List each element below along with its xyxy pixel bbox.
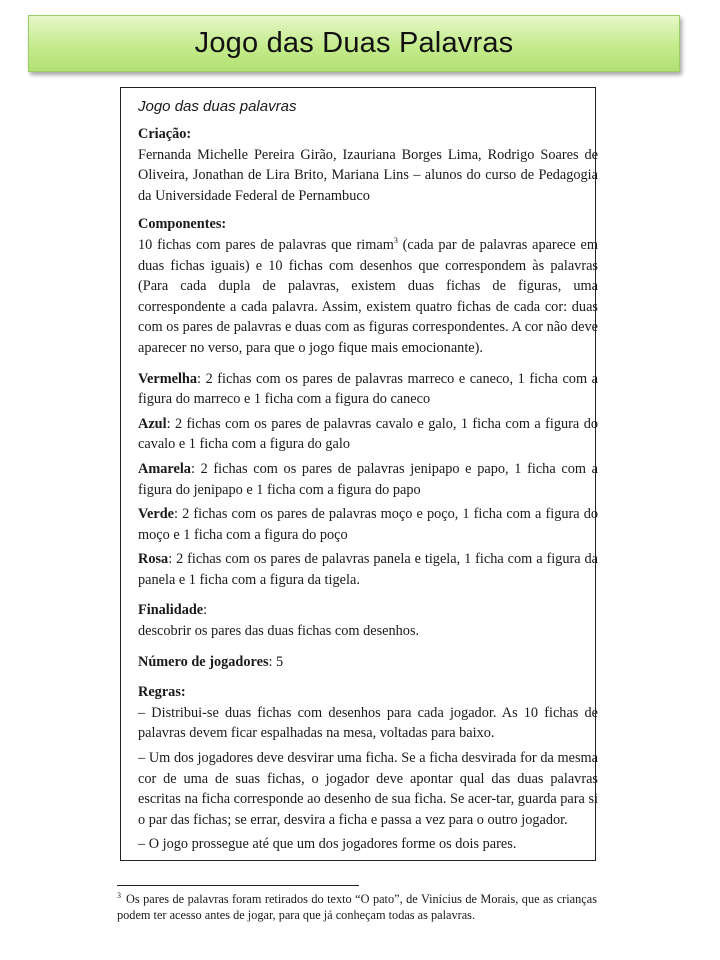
color-name: Verde <box>138 506 175 523</box>
footnote-ref: 3 <box>393 236 398 246</box>
purpose-colon: : <box>203 602 208 619</box>
color-desc: : 2 fichas com os pares de palavras moço e poço, 1 ficha com a figura do moço e 1 ficha com a figura do poço <box>138 506 598 543</box>
footnote-divider <box>117 885 359 886</box>
components-text-end: (cada par de palavras aparece em duas fichas iguais) e 10 fichas com desenhos que correspondem às palavras (Para cada dupla de palavras, existem duas fichas de figuras, uma correspondente a cada palavra. Assim, existem quatro fichas de cada cor: duas com os pares de palavras e duas com as figuras correspondentes. A cor não deve aparecer no verso, para que o jogo fique mais emocionante). <box>138 236 598 356</box>
banner-title: Jogo das Duas Palavras <box>194 27 514 59</box>
title-banner <box>28 15 680 72</box>
purpose-text: descobrir os pares das duas fichas com desenhos. <box>138 623 420 640</box>
rules-section <box>138 682 598 855</box>
color-desc: : 2 fichas com os pares de palavras panela e tigela, 1 ficha com a figura da panela e 1 ficha com a figura da tigela. <box>138 551 598 588</box>
doc-title: Jogo das duas palavras <box>138 98 297 115</box>
purpose-heading-line <box>138 600 598 621</box>
color-item-red <box>138 369 598 410</box>
color-item-yellow <box>138 459 598 500</box>
players-heading: Número de jogadores <box>138 653 269 670</box>
color-name: Amarela <box>138 460 191 477</box>
footnote-text: Os pares de palavras foram retirados do texto “O pato”, de Vinícius de Morais, que as crianças podem ter acesso antes de jogar, para que já conheçam todas as palavras. <box>117 892 597 923</box>
color-desc: : 2 fichas com os pares de palavras cavalo e galo, 1 ficha com a figura do cavalo e 1 ficha com a figura do galo <box>138 415 598 453</box>
color-desc: : 2 fichas com os pares de palavras jenipapo e papo, 1 ficha com a figura do jenipapo e 1 ficha com a figura do papo <box>138 460 598 498</box>
rule-item: – Um dos jogadores deve desvirar uma ficha. Se a ficha desvirada for da mesma cor de uma de suas fichas, o jogador deve apontar qual das duas palavras escritas na ficha corresponde ao desenho de sua ficha. Se acer-tar, guarda para si o par das fichas; se errar, desvira a ficha e passa a vez para o outro jogador. <box>138 750 598 828</box>
purpose-heading: Finalidade <box>138 602 204 619</box>
footnote <box>117 891 597 924</box>
components-text <box>138 235 598 359</box>
components-text-start: 10 fichas com pares de palavras que rimam <box>138 236 394 253</box>
color-item-blue <box>138 414 598 455</box>
creation-section <box>138 124 598 206</box>
color-desc: : 2 fichas com os pares de palavras marreco e caneco, 1 ficha com a figura do marreco e 1 ficha com a figura do caneco <box>138 370 598 408</box>
players-value: : 5 <box>268 653 284 670</box>
rules-heading: Regras: <box>138 684 186 701</box>
color-name: Azul <box>138 415 167 432</box>
players-section <box>138 652 598 673</box>
game-card <box>120 87 596 861</box>
creation-heading: Criação: <box>138 126 192 142</box>
components-heading: Componentes: <box>138 216 227 233</box>
color-name: Vermelha <box>138 370 198 387</box>
color-name: Rosa <box>138 551 169 568</box>
color-item-pink <box>138 549 598 590</box>
footnote-mark: 3 <box>117 890 121 900</box>
rule-item: – O jogo prossegue até que um dos jogadores forme os dois pares. <box>138 836 517 853</box>
creation-text: Fernanda Michelle Pereira Girão, Izauriana Borges Lima, Rodrigo Soares de Oliveira, Jonathan de Lira Brito, Mariana Lins – alunos do curso de Pedagogia da Universidade Federal de Pernambuco <box>138 146 598 204</box>
rule-item: – Distribui-se duas fichas com desenhos para cada jogador. As 10 fichas de palavras devem ficar espalhadas na mesa, voltadas para baixo. <box>138 704 598 742</box>
components-section <box>138 214 598 358</box>
color-item-green <box>138 504 598 545</box>
purpose-section <box>138 600 598 641</box>
